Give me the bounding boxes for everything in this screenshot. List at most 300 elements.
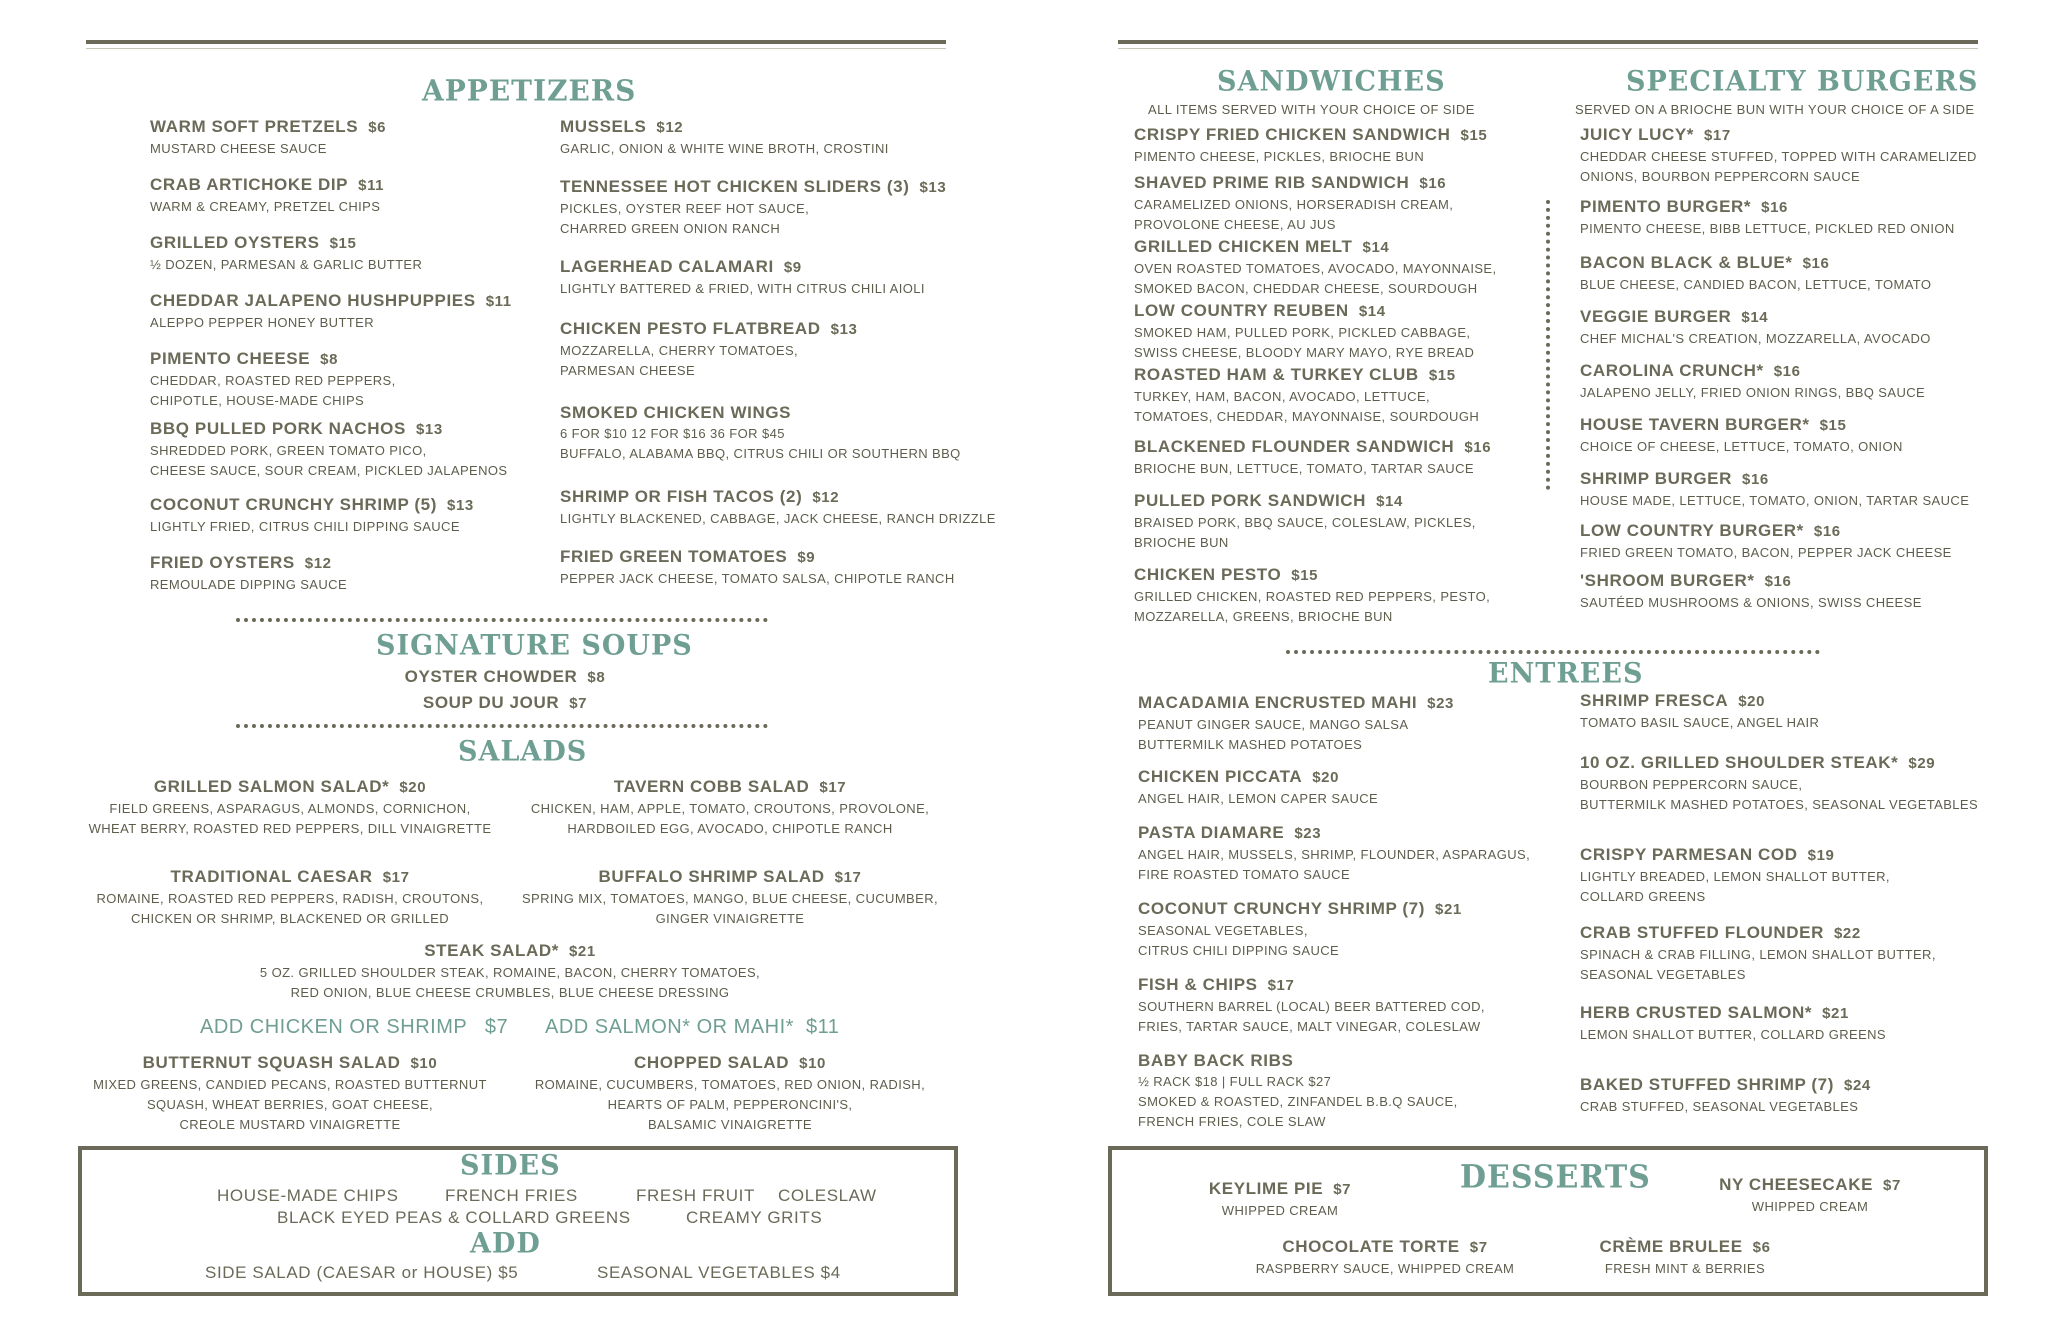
- item-description: SQUASH, WHEAT BERRIES, GOAT CHEESE,: [146, 1097, 434, 1112]
- item-price: $14: [1362, 239, 1390, 256]
- item-title: BBQ PULLED PORK NACHOS: [150, 419, 406, 438]
- soup-item: [360, 666, 650, 689]
- item-price: $21: [568, 943, 596, 960]
- item-price: $17: [834, 869, 862, 886]
- item-description: CHOICE OF CHEESE, LETTUCE, TOMATO, ONION: [1580, 439, 1903, 454]
- item-price: $17: [1267, 977, 1295, 994]
- item-title: CHOCOLATE TORTE: [1282, 1237, 1460, 1256]
- add-heading: ADD: [470, 1227, 541, 1260]
- entree-item: [1138, 898, 1462, 961]
- item-description: SMOKED BACON, CHEDDAR CHEESE, SOURDOUGH: [1134, 281, 1478, 296]
- item-price: $15: [329, 235, 357, 252]
- appetizer-item: [150, 552, 347, 595]
- appetizer-item: [150, 348, 396, 411]
- divider-dots: [1286, 650, 1820, 654]
- item-price: $21: [1822, 1005, 1849, 1022]
- item-title: BUFFALO SHRIMP SALAD: [598, 867, 825, 886]
- item-title: LOW COUNTRY REUBEN: [1134, 301, 1349, 320]
- item-description: FRESH MINT & BERRIES: [1604, 1261, 1766, 1276]
- vertical-divider-dots: [1546, 200, 1550, 490]
- item-title: BABY BACK RIBS: [1138, 1051, 1294, 1070]
- item-name: [560, 176, 946, 199]
- item-name: [1560, 1236, 1810, 1259]
- item-name: [360, 666, 650, 689]
- appetizer-item: [560, 486, 996, 529]
- item-price: $7: [1883, 1177, 1901, 1194]
- item-title: MUSSELS: [560, 117, 647, 136]
- salad-item: [510, 776, 950, 839]
- item-price: $16: [1773, 363, 1801, 380]
- burger-item: [1580, 196, 1955, 239]
- item-name: [70, 1052, 510, 1075]
- item-name: [1580, 306, 1931, 329]
- entree-item: [1580, 1002, 1886, 1045]
- sandwiches-heading: SANDWICHES: [1217, 65, 1446, 98]
- item-description: REMOULADE DIPPING SAUCE: [150, 577, 348, 592]
- salads-heading: SALADS: [458, 735, 588, 768]
- item-title: TAVERN COBB SALAD: [613, 777, 810, 796]
- top-rule-right: [1118, 40, 1978, 44]
- item-name: [1580, 124, 1977, 147]
- appetizer-item: [560, 116, 889, 159]
- item-price: $15: [1819, 417, 1847, 434]
- top-rule-right-thin: [1118, 48, 1978, 49]
- item-description: GRILLED CHICKEN, ROASTED RED PEPPERS, PESTO,: [1134, 589, 1491, 604]
- appetizer-item: [560, 402, 961, 464]
- item-name: [1134, 364, 1479, 387]
- item-description: GINGER VINAIGRETTE: [655, 911, 805, 926]
- item-description: FIELD GREENS, ASPARAGUS, ALMONDS, CORNICHON,: [109, 801, 471, 816]
- entree-item: [1138, 974, 1485, 1037]
- item-name: [150, 174, 384, 197]
- item-price: $9: [797, 549, 816, 566]
- item-description: HEARTS OF PALM, PEPPERONCINI'S,: [607, 1097, 853, 1112]
- item-price: $16: [1813, 523, 1841, 540]
- item-price: $20: [1312, 769, 1340, 786]
- burger-item: [1580, 414, 1903, 457]
- appetizer-item: [150, 290, 512, 333]
- item-description: RED ONION, BLUE CHEESE CRUMBLES, BLUE CHEESE DRESSING: [290, 985, 730, 1000]
- divider-dots: [236, 724, 768, 728]
- item-name: [1580, 468, 1969, 491]
- item-name: [510, 776, 950, 799]
- item-name: [1580, 1074, 1871, 1097]
- item-price: $7: [1469, 1239, 1488, 1256]
- item-name: [560, 402, 961, 424]
- desserts-heading: DESSERTS: [1460, 1159, 1651, 1196]
- salad-item: [70, 866, 510, 929]
- item-description: SEASONAL VEGETABLES: [1580, 967, 1746, 982]
- side-item: FRESH FRUIT: [636, 1186, 755, 1205]
- item-name: [1138, 1050, 1458, 1072]
- item-price: $16: [1802, 255, 1830, 272]
- item-title: OYSTER CHOWDER: [404, 667, 578, 686]
- item-title: TENNESSEE HOT CHICKEN SLIDERS (3): [560, 177, 910, 196]
- item-price: $16: [1764, 573, 1792, 590]
- sandwich-item: [1134, 236, 1497, 299]
- item-description: HOUSE MADE, LETTUCE, TOMATO, ONION, TARTAR SAUCE: [1580, 493, 1970, 508]
- salad-item: [510, 866, 950, 929]
- burger-item: [1580, 468, 1969, 511]
- item-title: CRAB ARTICHOKE DIP: [150, 175, 349, 194]
- item-price: $19: [1807, 847, 1835, 864]
- item-name: [150, 552, 347, 575]
- item-title: SHRIMP OR FISH TACOS (2): [560, 487, 803, 506]
- item-price: $16: [1742, 471, 1769, 488]
- item-price: $6: [1752, 1239, 1771, 1256]
- add-chicken-shrimp: ADD CHICKEN OR SHRIMP $7: [200, 1016, 509, 1038]
- item-description: MOZZARELLA, CHERRY TOMATOES,: [560, 343, 799, 358]
- item-description: ONIONS, BOURBON PEPPERCORN SAUCE: [1580, 169, 1861, 184]
- item-description: SOUTHERN BARREL (LOCAL) BEER BATTERED COD,: [1138, 999, 1485, 1014]
- item-price: $15: [1460, 127, 1488, 144]
- item-name: [1138, 766, 1378, 789]
- item-description: WHIPPED CREAM: [1751, 1199, 1869, 1214]
- sandwich-item: [1134, 436, 1491, 479]
- item-description: CRAB STUFFED, SEASONAL VEGETABLES: [1580, 1099, 1859, 1114]
- item-price: $8: [587, 669, 606, 686]
- item-name: [1240, 1236, 1530, 1259]
- burger-item: [1580, 306, 1931, 349]
- item-description: MUSTARD CHEESE SAUCE: [150, 141, 327, 156]
- top-rule-left: [86, 40, 946, 44]
- item-description: CITRUS CHILI DIPPING SAUCE: [1138, 943, 1340, 958]
- side-item: BLACK EYED PEAS & COLLARD GREENS: [277, 1208, 631, 1227]
- item-price: $22: [1833, 925, 1861, 942]
- item-name: [150, 348, 396, 371]
- item-name: [1580, 844, 1890, 867]
- item-name: [1580, 414, 1903, 437]
- item-description: BRAISED PORK, BBQ SAUCE, COLESLAW, PICKLES,: [1134, 515, 1476, 530]
- item-price: $14: [1741, 309, 1769, 326]
- item-description: RASPBERRY SAUCE, WHIPPED CREAM: [1255, 1261, 1515, 1276]
- item-title: SOUP DU JOUR: [422, 693, 560, 712]
- item-price: $10: [799, 1055, 826, 1072]
- item-description: SHREDDED PORK, GREEN TOMATO PICO,: [150, 443, 427, 458]
- item-name: [150, 494, 474, 517]
- item-description: BLUE CHEESE, CANDIED BACON, LETTUCE, TOMATO: [1580, 277, 1932, 292]
- item-price: $12: [812, 489, 840, 506]
- item-description: PEANUT GINGER SAUCE, MANGO SALSA: [1138, 717, 1409, 732]
- item-title: CRISPY PARMESAN COD: [1580, 845, 1798, 864]
- item-description: PICKLES, OYSTER REEF HOT SAUCE,: [560, 201, 810, 216]
- soups-heading: SIGNATURE SOUPS: [376, 629, 693, 662]
- item-title: BAKED STUFFED SHRIMP (7): [1580, 1075, 1834, 1094]
- item-name: [1580, 922, 1936, 945]
- item-description: LEMON SHALLOT BUTTER, COLLARD GREENS: [1580, 1027, 1887, 1042]
- item-title: SHRIMP BURGER: [1580, 469, 1733, 488]
- item-title: KEYLIME PIE: [1208, 1179, 1324, 1198]
- item-description: ALEPPO PEPPER HONEY BUTTER: [150, 315, 374, 330]
- appetizer-item: [560, 546, 955, 589]
- entrees-heading: ENTREES: [1488, 657, 1644, 690]
- item-description: FRIED GREEN TOMATO, BACON, PEPPER JACK CHEESE: [1580, 545, 1952, 560]
- item-title: HOUSE TAVERN BURGER*: [1580, 415, 1810, 434]
- item-description: LIGHTLY BLACKENED, CABBAGE, JACK CHEESE, RANCH DRIZZLE: [560, 511, 996, 526]
- burgers-heading: SPECIALTY BURGERS: [1626, 65, 1979, 98]
- item-title: SMOKED CHICKEN WINGS: [560, 403, 792, 422]
- sandwich-item: [1134, 364, 1479, 427]
- item-description: CHARRED GREEN ONION RANCH: [560, 221, 781, 236]
- sandwich-note: ALL ITEMS SERVED WITH YOUR CHOICE OF SIDE: [1148, 102, 1475, 117]
- item-price: $23: [1294, 825, 1322, 842]
- item-price: $7: [1333, 1181, 1352, 1198]
- soup-item: [360, 692, 650, 715]
- appetizers-heading: APPETIZERS: [422, 73, 637, 108]
- appetizer-item: [560, 176, 946, 239]
- entree-item: [1580, 1074, 1871, 1117]
- item-title: PIMENTO CHEESE: [150, 349, 311, 368]
- item-description: FRIES, TARTAR SAUCE, MALT VINEGAR, COLESLAW: [1138, 1019, 1481, 1034]
- dessert-item: [1690, 1174, 1930, 1217]
- item-title: HERB CRUSTED SALMON*: [1580, 1003, 1813, 1022]
- item-price: $10: [410, 1055, 438, 1072]
- item-name: [1138, 822, 1530, 845]
- item-description: SMOKED HAM, PULLED PORK, PICKLED CABBAGE,: [1134, 325, 1471, 340]
- item-description: PARMESAN CHEESE: [560, 363, 696, 378]
- item-title: PIMENTO BURGER*: [1580, 197, 1752, 216]
- item-title: ROASTED HAM & TURKEY CLUB: [1134, 365, 1419, 384]
- item-price: $20: [399, 779, 427, 796]
- burger-item: [1580, 124, 1977, 187]
- sides-heading: SIDES: [460, 1149, 561, 1182]
- item-name: [150, 290, 512, 313]
- item-name: [150, 116, 386, 139]
- item-description: SPRING MIX, TOMATOES, MANGO, BLUE CHEESE, CUCUMBER,: [521, 891, 938, 906]
- item-description: ANGEL HAIR, MUSSELS, SHRIMP, FLOUNDER, ASPARAGUS,: [1138, 847, 1531, 862]
- item-name: [1580, 690, 1819, 713]
- item-name: [560, 116, 889, 139]
- item-title: MACADAMIA ENCRUSTED MAHI: [1138, 693, 1418, 712]
- item-description: SWISS CHEESE, BLOODY MARY MAYO, RYE BREAD: [1134, 345, 1475, 360]
- item-description: PROVOLONE CHEESE, AU JUS: [1134, 217, 1336, 232]
- item-title: FRIED GREEN TOMATOES: [560, 547, 788, 566]
- item-title: PULLED PORK SANDWICH: [1134, 491, 1367, 510]
- item-description: ROMAINE, ROASTED RED PEPPERS, RADISH, CROUTONS,: [96, 891, 484, 906]
- item-description: LIGHTLY BREADED, LEMON SHALLOT BUTTER,: [1580, 869, 1890, 884]
- item-description: MIXED GREENS, CANDIED PECANS, ROASTED BUTTERNUT: [93, 1077, 487, 1092]
- side-item: COLESLAW: [778, 1186, 877, 1205]
- appetizer-item: [150, 494, 474, 537]
- item-price: $15: [1428, 367, 1456, 384]
- item-title: LAGERHEAD CALAMARI: [560, 257, 774, 276]
- item-name: [220, 940, 800, 963]
- appetizer-item: [560, 318, 857, 381]
- item-title: GRILLED OYSTERS: [150, 233, 320, 252]
- sandwich-item: [1134, 490, 1476, 553]
- item-description: TOMATOES, CHEDDAR, MAYONNAISE, SOURDOUGH: [1134, 409, 1480, 424]
- divider-dots: [236, 618, 768, 622]
- item-description: CHEESE SAUCE, SOUR CREAM, PICKLED JALAPENOS: [150, 463, 508, 478]
- sandwich-item: [1134, 300, 1474, 363]
- item-price: $15: [1291, 567, 1319, 584]
- item-price: $14: [1376, 493, 1403, 510]
- item-title: COCONUT CRUNCHY SHRIMP (7): [1138, 899, 1425, 918]
- item-description: PIMENTO CHEESE, BIBB LETTUCE, PICKLED RED ONION: [1580, 221, 1955, 236]
- item-title: FISH & CHIPS: [1138, 975, 1258, 994]
- entree-item: [1138, 766, 1378, 809]
- item-name: [1580, 360, 1925, 383]
- item-description: MOZZARELLA, GREENS, BRIOCHE BUN: [1134, 609, 1393, 624]
- item-name: [1138, 692, 1454, 715]
- entree-item: [1580, 922, 1936, 985]
- item-name: [1134, 300, 1474, 323]
- item-description: WHEAT BERRY, ROASTED RED PEPPERS, DILL VINAIGRETTE: [88, 821, 492, 836]
- item-title: PASTA DIAMARE: [1138, 823, 1285, 842]
- side-item: CREAMY GRITS: [686, 1208, 823, 1227]
- item-name: [1134, 490, 1476, 513]
- item-title: CRAB STUFFED FLOUNDER: [1580, 923, 1824, 942]
- item-price: $16: [1464, 439, 1492, 456]
- item-description: ROMAINE, CUCUMBERS, TOMATOES, RED ONION, RADISH,: [534, 1077, 926, 1092]
- item-description: SPINACH & CRAB FILLING, LEMON SHALLOT BUTTER,: [1580, 947, 1936, 962]
- item-price: $20: [1738, 693, 1766, 710]
- item-title: 'SHROOM BURGER*: [1580, 571, 1755, 590]
- sandwich-item: [1134, 172, 1453, 235]
- appetizer-item: [150, 174, 384, 217]
- item-price: $7: [569, 695, 588, 712]
- item-description: CHEDDAR, ROASTED RED PEPPERS,: [150, 373, 396, 388]
- item-name: [1134, 436, 1491, 459]
- item-description: ANGEL HAIR, LEMON CAPER SAUCE: [1138, 791, 1379, 806]
- item-description: CHICKEN OR SHRIMP, BLACKENED OR GRILLED: [130, 911, 450, 926]
- item-name: [150, 232, 422, 255]
- item-name: [560, 486, 996, 509]
- item-title: BACON BLACK & BLUE*: [1580, 253, 1793, 272]
- add-salmon-mahi: ADD SALMON* OR MAHI* $11: [545, 1016, 840, 1038]
- sandwich-item: [1134, 124, 1487, 167]
- salad-item: [220, 940, 800, 1003]
- salad-item: [510, 1052, 950, 1135]
- item-price: $11: [358, 177, 385, 194]
- item-description: PEPPER JACK CHEESE, TOMATO SALSA, CHIPOTLE RANCH: [560, 571, 955, 586]
- salad-item: [70, 1052, 510, 1135]
- appetizer-item: [560, 256, 925, 299]
- item-description: BALSAMIC VINAIGRETTE: [647, 1117, 813, 1132]
- item-title: CHICKEN PICCATA: [1138, 767, 1303, 786]
- item-title: SHRIMP FRESCA: [1580, 691, 1729, 710]
- appetizer-item: [150, 232, 422, 275]
- item-title: CHICKEN PESTO FLATBREAD: [560, 319, 821, 338]
- item-title: GRILLED SALMON SALAD*: [153, 777, 390, 796]
- dessert-item: [1240, 1236, 1530, 1279]
- item-name: [1134, 124, 1487, 147]
- item-title: JUICY LUCY*: [1580, 125, 1694, 144]
- item-description: LIGHTLY BATTERED & FRIED, WITH CITRUS CHILI AIOLI: [560, 281, 925, 296]
- item-price: $23: [1427, 695, 1454, 712]
- item-description: OVEN ROASTED TOMATOES, AVOCADO, MAYONNAISE,: [1134, 261, 1497, 276]
- item-description: BRIOCHE BUN, LETTUCE, TOMATO, TARTAR SAUCE: [1134, 461, 1474, 476]
- item-description: FIRE ROASTED TOMATO SAUCE: [1138, 867, 1351, 882]
- item-name: [1580, 520, 1952, 543]
- item-price: $16: [1761, 199, 1788, 216]
- item-title: SHAVED PRIME RIB SANDWICH: [1134, 173, 1410, 192]
- item-name: [360, 692, 650, 715]
- item-description: 6 FOR $10 12 FOR $16 36 FOR $45: [560, 426, 785, 441]
- item-description: FRENCH FRIES, COLE SLAW: [1138, 1114, 1326, 1129]
- item-description: TOMATO BASIL SAUCE, ANGEL HAIR: [1580, 715, 1820, 730]
- appetizer-item: [150, 418, 507, 481]
- entree-item: [1138, 1050, 1458, 1132]
- item-description: PIMENTO CHEESE, PICKLES, BRIOCHE BUN: [1134, 149, 1425, 164]
- item-description: WHIPPED CREAM: [1221, 1203, 1339, 1218]
- item-name: [1580, 196, 1955, 219]
- item-title: CHICKEN PESTO: [1134, 565, 1282, 584]
- item-description: 5 OZ. GRILLED SHOULDER STEAK, ROMAINE, BACON, CHERRY TOMATOES,: [259, 965, 761, 980]
- item-description: BOURBON PEPPERCORN SAUCE,: [1580, 777, 1803, 792]
- item-name: [1580, 252, 1931, 275]
- item-price: $13: [447, 497, 474, 514]
- salad-item: [70, 776, 510, 839]
- item-title: TRADITIONAL CAESAR: [170, 867, 373, 886]
- item-name: [1160, 1178, 1400, 1201]
- item-description: HARDBOILED EGG, AVOCADO, CHIPOTLE RANCH: [567, 821, 893, 836]
- item-price: $21: [1435, 901, 1462, 918]
- item-title: LOW COUNTRY BURGER*: [1580, 521, 1804, 540]
- item-price: $17: [819, 779, 847, 796]
- item-title: NY CHEESECAKE: [1719, 1175, 1874, 1194]
- item-price: $17: [382, 869, 410, 886]
- entree-item: [1138, 692, 1454, 755]
- item-name: [150, 418, 507, 441]
- item-title: CRISPY FRIED CHICKEN SANDWICH: [1134, 125, 1451, 144]
- item-description: GARLIC, ONION & WHITE WINE BROTH, CROSTINI: [560, 141, 889, 156]
- item-title: COCONUT CRUNCHY SHRIMP (5): [150, 495, 437, 514]
- item-name: [1580, 1002, 1886, 1025]
- item-description: SMOKED & ROASTED, ZINFANDEL B.B.Q SAUCE,: [1138, 1094, 1458, 1109]
- appetizer-item: [150, 116, 386, 159]
- item-title: CRÈME BRULEE: [1599, 1237, 1743, 1256]
- item-name: [1134, 564, 1490, 587]
- dessert-item: [1560, 1236, 1810, 1279]
- burger-item: [1580, 360, 1925, 403]
- item-title: CHOPPED SALAD: [634, 1053, 790, 1072]
- item-title: GRILLED CHICKEN MELT: [1134, 237, 1353, 256]
- item-description: CREOLE MUSTARD VINAIGRETTE: [179, 1117, 401, 1132]
- item-title: FRIED OYSTERS: [150, 553, 295, 572]
- item-name: [1138, 974, 1485, 997]
- side-item: FRENCH FRIES: [445, 1186, 578, 1205]
- item-description: ½ RACK $18 | FULL RACK $27: [1138, 1074, 1332, 1089]
- item-description: BUTTERMILK MASHED POTATOES: [1138, 737, 1363, 752]
- item-name: [70, 776, 510, 799]
- item-title: BLACKENED FLOUNDER SANDWICH: [1134, 437, 1455, 456]
- item-price: $13: [919, 179, 947, 196]
- item-description: COLLARD GREENS: [1580, 889, 1706, 904]
- item-price: $29: [1908, 755, 1936, 772]
- item-name: [560, 546, 955, 569]
- item-title: BUTTERNUT SQUASH SALAD: [142, 1053, 401, 1072]
- item-name: [510, 866, 950, 889]
- item-title: CHEDDAR JALAPENO HUSHPUPPIES: [150, 291, 476, 310]
- item-price: $13: [415, 421, 443, 438]
- entree-item: [1138, 822, 1530, 885]
- item-price: $16: [1419, 175, 1447, 192]
- item-description: SAUTÉED MUSHROOMS & ONIONS, SWISS CHEESE: [1580, 595, 1922, 610]
- sandwich-item: [1134, 564, 1490, 627]
- item-name: [510, 1052, 950, 1075]
- item-title: WARM SOFT PRETZELS: [150, 117, 359, 136]
- dessert-item: [1160, 1178, 1400, 1221]
- item-name: [70, 866, 510, 889]
- entree-item: [1580, 752, 1978, 815]
- item-title: STEAK SALAD*: [424, 941, 559, 960]
- item-name: [1580, 570, 1922, 593]
- item-price: $24: [1844, 1077, 1871, 1094]
- item-description: BUTTERMILK MASHED POTATOES, SEASONAL VEGETABLES: [1580, 797, 1979, 812]
- item-price: $12: [304, 555, 332, 572]
- item-description: CHIPOTLE, HOUSE-MADE CHIPS: [150, 393, 365, 408]
